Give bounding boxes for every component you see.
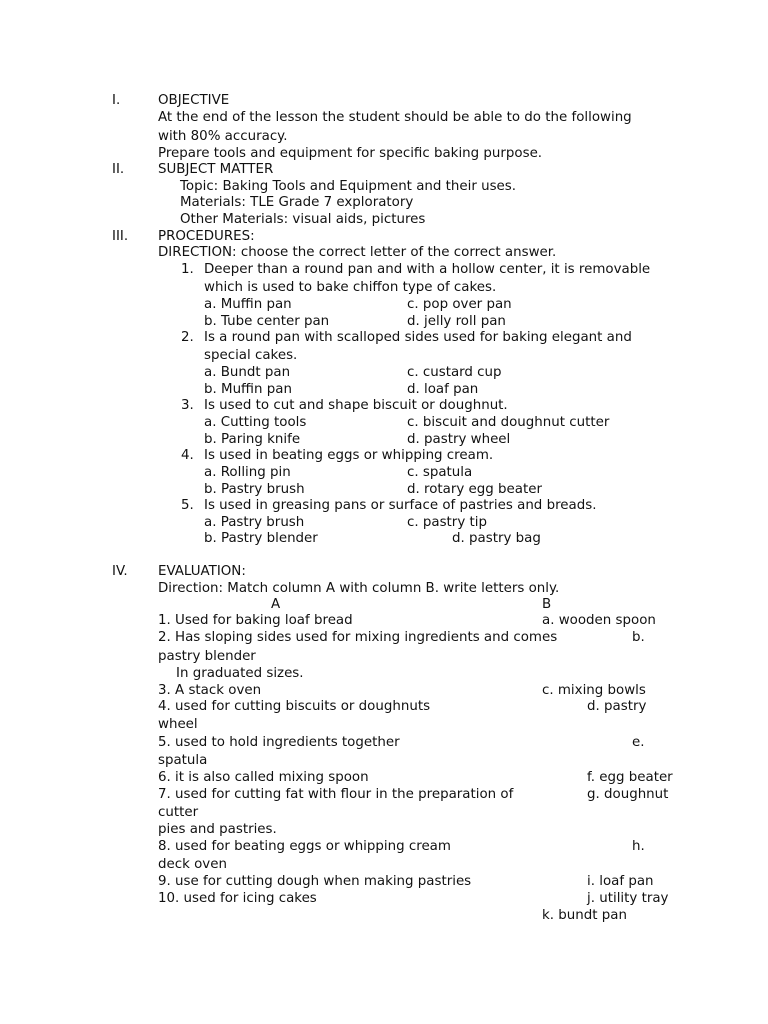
question-text: Is used in greasing pans or surface of pastries and breads. [204, 498, 597, 513]
match-item-a-cont: In graduated sizes. [176, 666, 304, 681]
match-item-b: j. utility tray [587, 891, 669, 906]
choice-b: b. Paring knife [204, 432, 301, 447]
question-number: 4. [181, 448, 194, 463]
question-number: 3. [181, 398, 194, 413]
question-number: 5. [181, 498, 194, 513]
match-item-a: 9. use for cutting dough when making pastries [158, 874, 472, 889]
section-heading-objective: OBJECTIVE [158, 93, 230, 108]
objective-text: At the end of the lesson the student should be able to do the following [158, 110, 632, 125]
match-item-a: 2. Has sloping sides used for mixing ingredients and comes [158, 630, 558, 645]
choice-b: b. Muffin pan [204, 382, 292, 397]
match-item-a: 7. used for cutting fat with flour in the preparation of [158, 787, 514, 802]
choice-b: b. Pastry blender [204, 531, 318, 546]
choice-a: a. Pastry brush [204, 515, 305, 530]
question-text: which is used to bake chiffon type of cakes. [204, 280, 497, 295]
match-item-b: g. doughnut [587, 787, 669, 802]
choice-a: a. Rolling pin [204, 465, 291, 480]
question-text: Is used in beating eggs or whipping cream. [204, 448, 494, 463]
choice-a: a. Muffin pan [204, 297, 292, 312]
choice-c: c. pastry tip [407, 515, 487, 530]
choice-b: b. Tube center pan [204, 314, 330, 329]
match-item-a: 3. A stack oven [158, 683, 262, 698]
match-item-a-cont: pies and pastries. [158, 822, 277, 837]
section-numeral: I. [112, 93, 121, 108]
choice-d: d. jelly roll pan [407, 314, 506, 329]
choice-b: b. Pastry brush [204, 482, 305, 497]
choice-c: c. biscuit and doughnut cutter [407, 415, 610, 430]
procedures-direction: DIRECTION: choose the correct letter of the correct answer. [158, 245, 557, 260]
match-item-a: 1. Used for baking loaf bread [158, 613, 353, 628]
match-item-a: 4. used for cutting biscuits or doughnuts [158, 699, 431, 714]
match-item-b: b. [632, 630, 645, 645]
section-numeral: II. [112, 162, 125, 177]
section-heading-evaluation: EVALUATION: [158, 564, 246, 579]
choice-d: d. pastry wheel [407, 432, 511, 447]
question-text: Is a round pan with scalloped sides used for baking elegant and [204, 330, 632, 345]
match-item-b-wrap: spatula [158, 753, 208, 768]
match-item-b-wrap: cutter [158, 805, 199, 820]
match-item-b-wrap: pastry blender [158, 649, 256, 664]
subject-topic: Topic: Baking Tools and Equipment and their uses. [180, 179, 517, 194]
choice-d: d. rotary egg beater [407, 482, 542, 497]
match-item-b: h. [632, 839, 645, 854]
choice-c: c. spatula [407, 465, 473, 480]
choice-c: c. custard cup [407, 365, 502, 380]
column-b-header: B [542, 597, 552, 612]
match-item-b: k. bundt pan [542, 908, 627, 923]
subject-materials: Materials: TLE Grade 7 exploratory [180, 195, 414, 210]
question-text: special cakes. [204, 348, 298, 363]
match-item-a: 6. it is also called mixing spoon [158, 770, 369, 785]
match-item-b: i. loaf pan [587, 874, 654, 889]
question-number: 1. [181, 262, 194, 277]
subject-other-materials: Other Materials: visual aids, pictures [180, 212, 426, 227]
match-item-b: c. mixing bowls [542, 683, 646, 698]
section-numeral: IV. [112, 564, 128, 579]
question-number: 2. [181, 330, 194, 345]
section-heading-subject-matter: SUBJECT MATTER [158, 162, 274, 177]
choice-a: a. Cutting tools [204, 415, 307, 430]
match-item-a: 8. used for beating eggs or whipping cream [158, 839, 451, 854]
question-text: Is used to cut and shape biscuit or doughnut. [204, 398, 508, 413]
evaluation-direction: Direction: Match column A with column B. write letters only. [158, 581, 560, 596]
choice-d: d. pastry bag [452, 531, 541, 546]
match-item-b: e. [632, 735, 645, 750]
match-item-b-wrap: wheel [158, 717, 198, 732]
section-numeral: III. [112, 229, 129, 244]
section-heading-procedures: PROCEDURES: [158, 229, 255, 244]
column-a-header: A [271, 597, 281, 612]
match-item-a: 10. used for icing cakes [158, 891, 317, 906]
choice-a: a. Bundt pan [204, 365, 291, 380]
choice-c: c. pop over pan [407, 297, 512, 312]
question-text: Deeper than a round pan and with a hollow center, it is removable [204, 262, 651, 277]
match-item-b: a. wooden spoon [542, 613, 656, 628]
match-item-b: f. egg beater [587, 770, 673, 785]
match-item-b: d. pastry [587, 699, 647, 714]
choice-d: d. loaf pan [407, 382, 479, 397]
objective-text: Prepare tools and equipment for specific baking purpose. [158, 146, 543, 161]
match-item-a: 5. used to hold ingredients together [158, 735, 400, 750]
objective-text: with 80% accuracy. [158, 129, 288, 144]
match-item-b-wrap: deck oven [158, 857, 227, 872]
